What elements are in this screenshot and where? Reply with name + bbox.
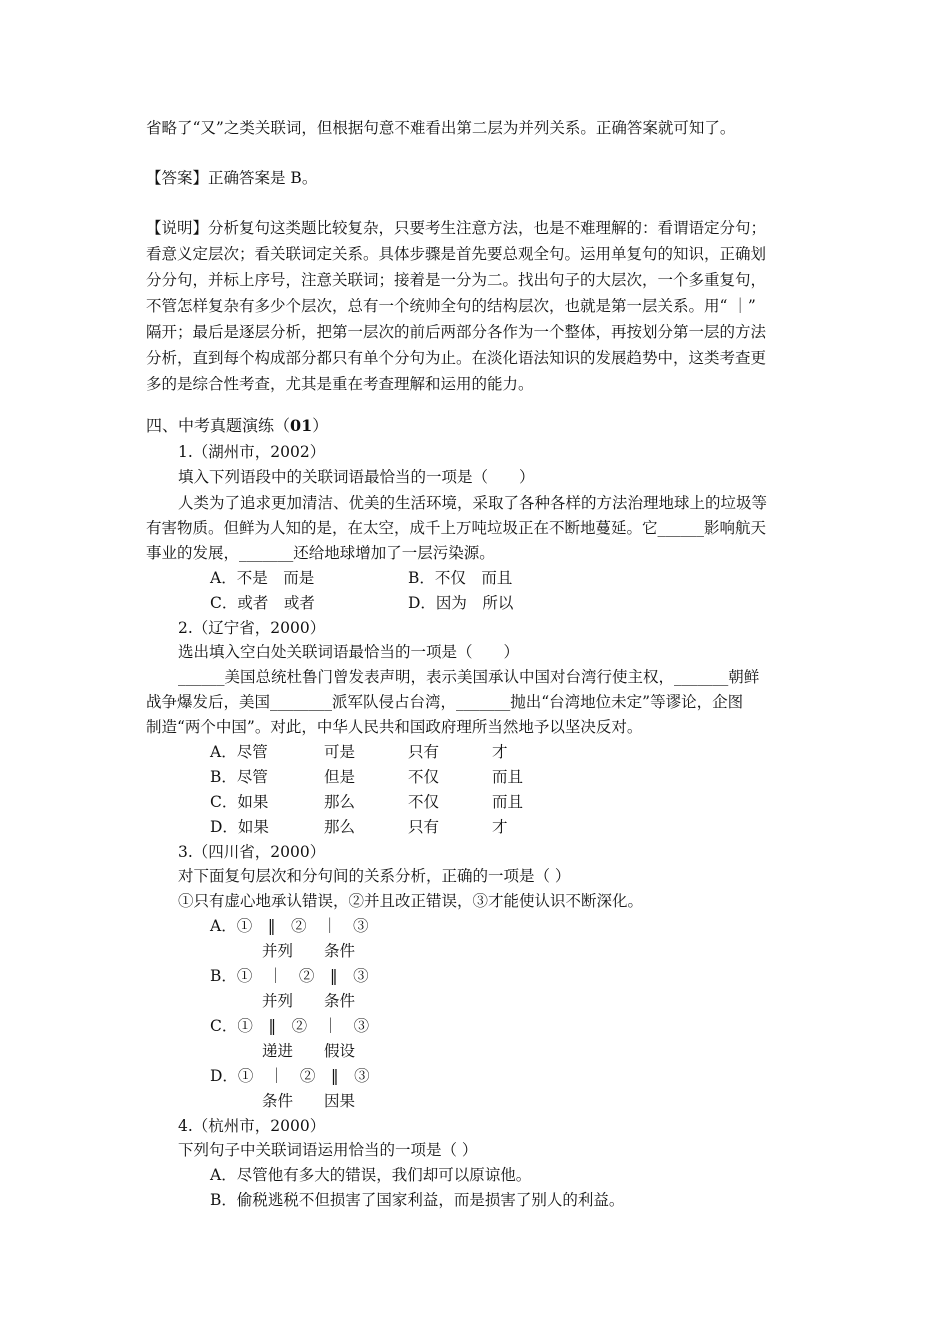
- question-source: 4.（杭州市，2000）: [178, 1117, 326, 1135]
- passage-line: ______美国总统杜鲁门曾发表声明，表示美国承认中国对台湾行使主权，_______朝鲜: [178, 668, 760, 686]
- question-stem: 填入下列语段中的关联词语最恰当的一项是（ ）: [178, 468, 535, 486]
- section-heading-suffix: ）: [312, 416, 329, 435]
- option-d: D．因为 所以: [408, 594, 514, 612]
- passage-line: 人类为了追求更加清洁、优美的生活环境，采取了各种各样的方法治理地球上的垃圾等: [178, 494, 768, 512]
- question-stem: 对下面复句层次和分句间的关系分析，正确的一项是（ ）: [178, 867, 571, 885]
- explanation-line: 多的是综合性考查，尤其是重在考查理解和运用的能力。: [146, 375, 534, 393]
- option-d-word: 才: [492, 818, 508, 836]
- option-c: C．或者 或者: [210, 594, 315, 612]
- paragraph-continuation: 省略了“又”之类关联词，但根据句意不难看出第二层为并列关系。正确答案就可知了。: [146, 119, 736, 137]
- question-source: 1.（湖州市，2002）: [178, 443, 326, 461]
- option-c-relations: 递进 假设: [262, 1042, 356, 1060]
- option-a: A．不是 而是: [210, 569, 315, 587]
- option-c: C．① ‖ ② ｜ ③: [210, 1017, 370, 1035]
- option-b-relations: 并列 条件: [262, 992, 356, 1010]
- option-c: C．如果: [210, 793, 269, 811]
- option-b-word: 而且: [492, 768, 524, 786]
- option-b: B．尽管: [210, 768, 268, 786]
- option-d-word: 只有: [408, 818, 440, 836]
- option-a-word: 才: [492, 743, 508, 761]
- answer-line: 【答案】正确答案是 B。: [146, 169, 318, 187]
- section-heading: [146, 414, 328, 438]
- option-c-word: 那么: [324, 793, 356, 811]
- option-c-word: 而且: [492, 793, 524, 811]
- option-a-word: 可是: [324, 743, 356, 761]
- option-d: D．如果: [210, 818, 269, 836]
- question-stem: 下列句子中关联词语运用恰当的一项是（ ）: [178, 1141, 478, 1159]
- passage-line: 制造“两个中国”。对此，中华人民共和国政府理所当然地予以坚决反对。: [146, 718, 643, 736]
- option-b-word: 但是: [324, 768, 356, 786]
- passage-line: 战争爆发后，美国________派军队侵占台湾，_______抛出“台湾地位未定”等谬论，企图: [146, 693, 744, 711]
- question-stem: 选出填入空白处关联词语最恰当的一项是（ ）: [178, 643, 520, 661]
- passage-line: 有害物质。但鲜为人知的是，在太空，成千上万吨垃圾正在不断地蔓延。它______影响航天: [146, 519, 767, 537]
- explanation-line: 不管怎样复杂有多少个层次，总有一个统帅全句的结构层次，也就是第一层关系。用“ ｜”: [146, 297, 756, 315]
- option-a: A．① ‖ ② ｜ ③: [210, 917, 369, 935]
- option-d-relations: 条件 因果: [262, 1092, 356, 1110]
- explanation-line: 分分句，并标上序号，注意关联词；接着是一分为二。找出句子的大层次，一个多重复句，: [146, 271, 767, 289]
- question-source: 3.（四川省，2000）: [178, 843, 326, 861]
- explanation-line: 【说明】分析复句这类题比较复杂，只要考生注意方法，也是不难理解的：看谓语定分句；: [146, 219, 767, 237]
- section-heading-number: 01: [290, 416, 313, 435]
- passage-line: 事业的发展，_______还给地球增加了一层污染源。: [146, 544, 495, 562]
- option-d-word: 那么: [324, 818, 356, 836]
- explanation-line: 隔开；最后是逐层分析，把第一层次的前后两部分各作为一个整体，再按划分第一层的方法: [146, 323, 767, 341]
- option-a-relations: 并列 条件: [262, 942, 356, 960]
- question-source: 2.（辽宁省，2000）: [178, 619, 326, 637]
- option-b-word: 不仅: [408, 768, 440, 786]
- option-a-word: 只有: [408, 743, 440, 761]
- option-b: B．① ｜ ② ‖ ③: [210, 967, 369, 985]
- question-sentence: ①只有虚心地承认错误，②并且改正错误，③才能使认识不断深化。: [178, 892, 644, 910]
- option-c-word: 不仅: [408, 793, 440, 811]
- section-heading-prefix: 四、中考真题演练（: [146, 416, 291, 435]
- option-a: A．尽管他有多大的错误，我们却可以原谅他。: [210, 1166, 532, 1184]
- explanation-line: 看意义定层次；看关联词定关系。具体步骤是首先要总观全句。运用单复句的知识，正确划: [146, 245, 767, 263]
- option-b: B．不仅 而且: [408, 569, 513, 587]
- option-b: B．偷税逃税不但损害了国家利益，而是损害了别人的利益。: [210, 1191, 625, 1209]
- option-d: D．① ｜ ② ‖ ③: [210, 1067, 370, 1085]
- option-a: A．尽管: [210, 743, 268, 761]
- explanation-line: 分析，直到每个构成部分都只有单个分句为止。在淡化语法知识的发展趋势中，这类考查更: [146, 349, 767, 367]
